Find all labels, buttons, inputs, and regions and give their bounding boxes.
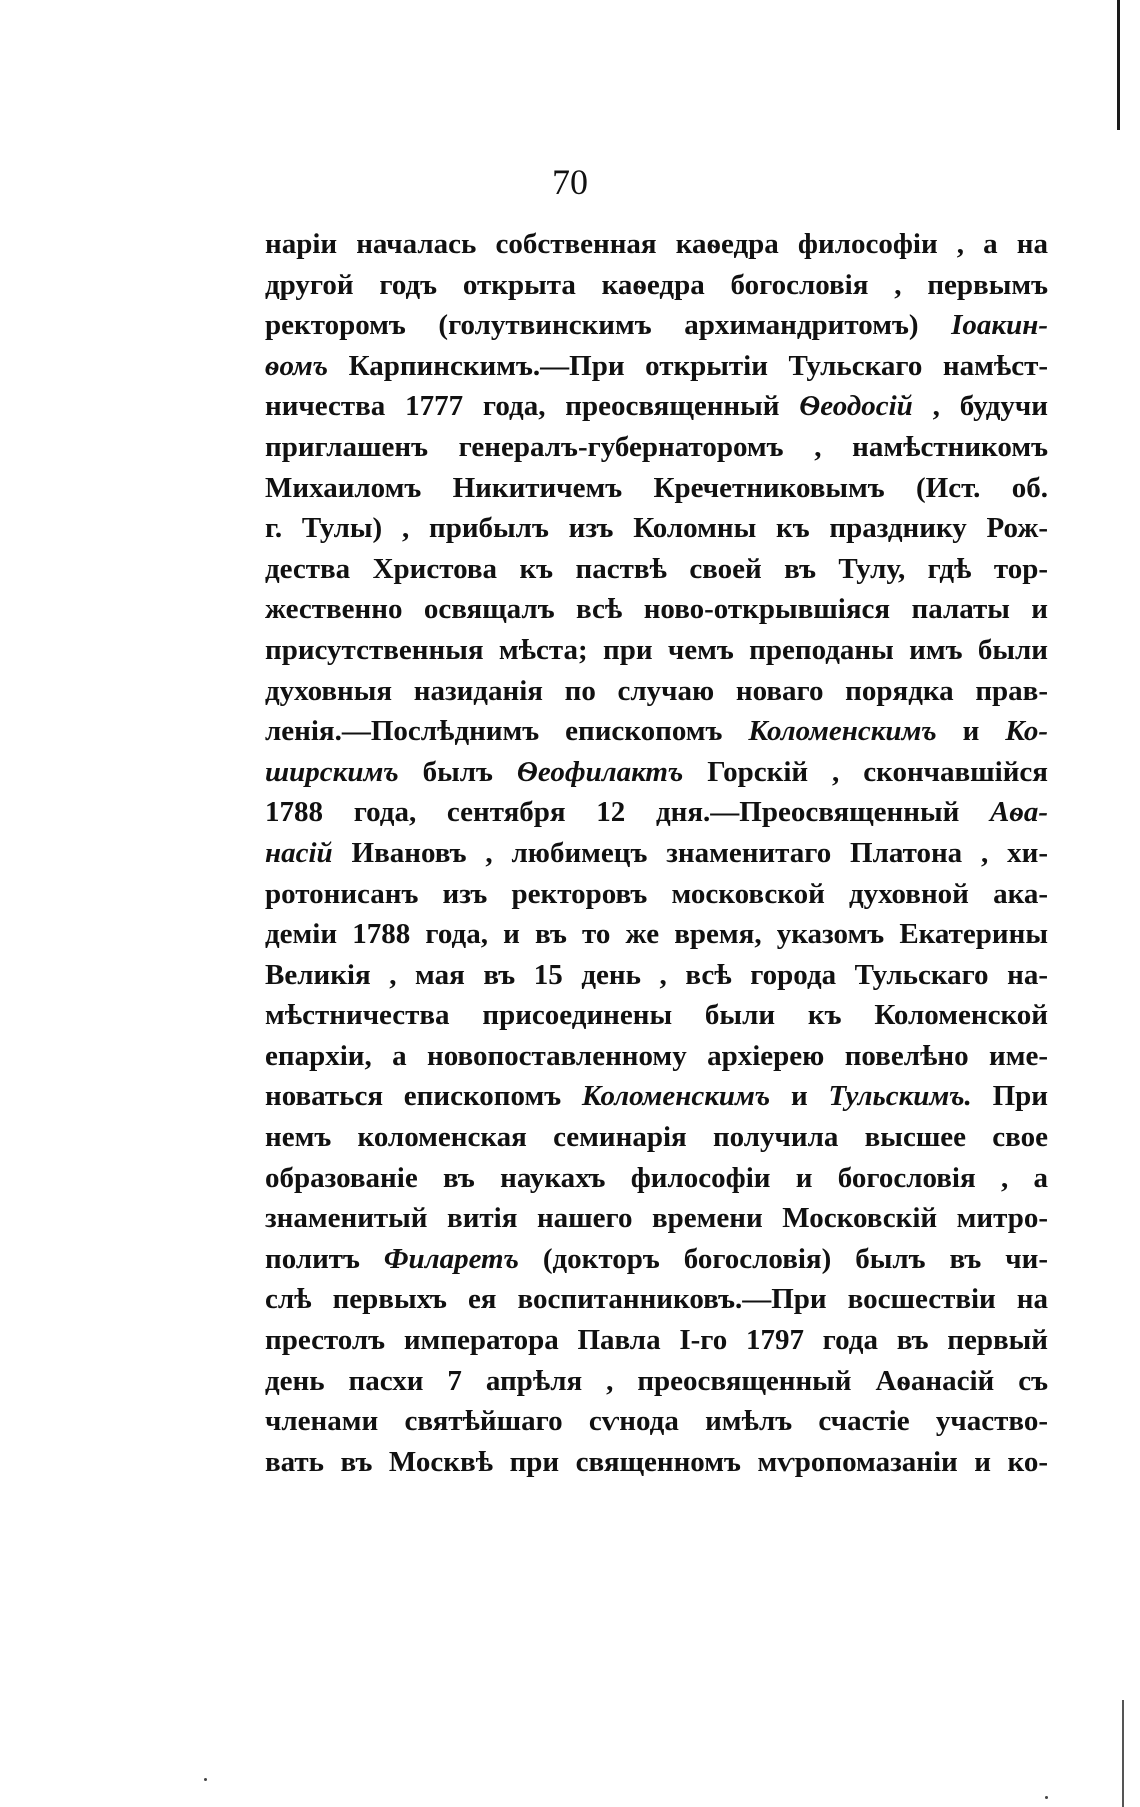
text-run: ректоромъ (голутвинскимъ архимандритомъ): [265, 309, 952, 342]
text-line: [265, 914, 1048, 955]
text-run: и: [770, 1080, 829, 1113]
text-run: Карпинскимъ.—При открытіи Тульскаго намѣст-: [328, 349, 1048, 382]
text-run: ничества 1777 года, преосвященный: [265, 390, 800, 423]
text-run: ленія.—Послѣднимъ епископомъ: [265, 715, 749, 748]
text-run: знаменитый витія нашего времени Московскій митро-: [265, 1202, 1048, 1235]
text-run: ротонисанъ изъ ректоровъ московской духовной ака-: [265, 877, 1048, 910]
text-line: [265, 1198, 1048, 1239]
body-text: [265, 224, 1048, 1482]
text-line: [265, 955, 1048, 996]
italic-name: ширскимъ: [265, 755, 399, 788]
italic-name: Ѳеодосій: [799, 390, 913, 423]
page-number: 70: [552, 162, 588, 202]
text-run: дества Христова къ паствѣ своей въ Тулу, гдѣ тор-: [265, 552, 1048, 585]
text-run: членами святѣйшаго сѵнода имѣлъ счастіе участво-: [265, 1405, 1048, 1438]
text-run: слѣ первыхъ ея воспитанниковъ.—При восшествіи на: [265, 1283, 1048, 1316]
text-run: Великія , мая въ 15 день , всѣ города Тульскаго на-: [265, 958, 1048, 991]
text-run: мѣстничества присоединены были къ Коломенской: [265, 999, 1048, 1032]
text-line: [265, 305, 1048, 346]
text-run: жественно освящалъ всѣ ново-открывшіяся палаты и: [265, 593, 1048, 626]
text-run: Михаиломъ Никитичемъ Кречетниковымъ (Ист. об.: [265, 471, 1048, 504]
text-line: [265, 427, 1048, 468]
text-line: [265, 1036, 1048, 1077]
text-run: 1788 года, сентября 12 дня.—Преосвященный: [265, 796, 990, 829]
text-line: [265, 1401, 1048, 1442]
text-run: деміи 1788 года, и въ то же время, указомъ Екатерины: [265, 918, 1048, 951]
italic-name: Коломенскимъ: [581, 1080, 771, 1113]
text-line: [265, 1239, 1048, 1280]
page-edge-line: [1117, 0, 1120, 130]
text-line: [265, 1117, 1048, 1158]
text-run: престолъ императора Павла I-го 1797 года въ первый: [265, 1324, 1048, 1357]
text-run: образованіе въ наукахъ философіи и богословія , а: [265, 1161, 1048, 1194]
italic-name: ѳомъ: [265, 349, 329, 382]
italic-name: Филаретъ: [383, 1242, 519, 1275]
italic-name: Коломенскимъ: [748, 715, 937, 748]
text-run: При: [971, 1080, 1048, 1113]
text-run: наріи началась собственная каѳедра философіи , а на: [265, 228, 1048, 260]
text-line: [265, 265, 1048, 306]
text-line: [265, 874, 1048, 915]
text-run: былъ: [398, 755, 517, 788]
text-run: духовныя назиданія по случаю новаго порядка прав-: [265, 674, 1048, 707]
text-line: [265, 1361, 1048, 1402]
text-line: [265, 671, 1048, 712]
text-run: вать въ Москвѣ при священномъ мѵропомазаніи и ко-: [265, 1445, 1048, 1478]
text-line: [265, 711, 1048, 752]
scan-speck: [204, 1778, 207, 1781]
text-line: [265, 346, 1048, 387]
text-line: [265, 1320, 1048, 1361]
text-line: [265, 1076, 1048, 1117]
italic-name: насій: [265, 836, 333, 869]
text-line: [265, 833, 1048, 874]
text-run: другой годъ открыта каѳедра богословія , первымъ: [265, 268, 1048, 301]
page-edge-line-lower: [1122, 1700, 1124, 1807]
text-run: Горскій , скончавшійся: [683, 755, 1048, 788]
text-run: приглашенъ генералъ-губернаторомъ , намѣстникомъ: [265, 430, 1048, 463]
text-run: , будучи: [912, 390, 1048, 423]
text-run: день пасхи 7 апрѣля , преосвященный Аѳанасій съ: [265, 1364, 1048, 1397]
italic-name: Тульскимъ.: [828, 1080, 972, 1113]
text-line: [265, 589, 1048, 630]
text-line: [265, 752, 1048, 793]
text-line: [265, 468, 1048, 509]
text-line: [265, 1158, 1048, 1199]
scan-speck: [1045, 1796, 1048, 1799]
italic-name: Аѳа-: [990, 796, 1048, 829]
text-line: [265, 508, 1048, 549]
text-run: и: [936, 715, 1006, 748]
text-line: [265, 1279, 1048, 1320]
text-line: [265, 1442, 1048, 1483]
text-line: [265, 224, 1048, 265]
italic-name: Іоакин-: [951, 309, 1048, 342]
italic-name: Ко-: [1005, 715, 1048, 748]
text-line: [265, 792, 1048, 833]
text-run: Ивановъ , любимецъ знаменитаго Платона , хи-: [332, 836, 1048, 869]
text-run: немъ коломенская семинарія получила высшее свое: [265, 1121, 1048, 1154]
text-line: [265, 386, 1048, 427]
italic-name: Ѳеофилактъ: [516, 755, 684, 788]
text-run: (докторъ богословія) былъ въ чи-: [518, 1242, 1048, 1275]
text-run: новаться епископомъ: [265, 1080, 582, 1113]
text-run: епархіи, а новопоставленному архіерею повелѣно име-: [265, 1039, 1048, 1072]
text-run: присутственныя мѣста; при чемъ преподаны имъ были: [265, 633, 1048, 666]
text-run: политъ: [265, 1242, 384, 1275]
text-run: г. Тулы) , прибылъ изъ Коломны къ празднику Рож-: [265, 512, 1048, 545]
text-line: [265, 549, 1048, 590]
text-line: [265, 630, 1048, 671]
text-line: [265, 995, 1048, 1036]
